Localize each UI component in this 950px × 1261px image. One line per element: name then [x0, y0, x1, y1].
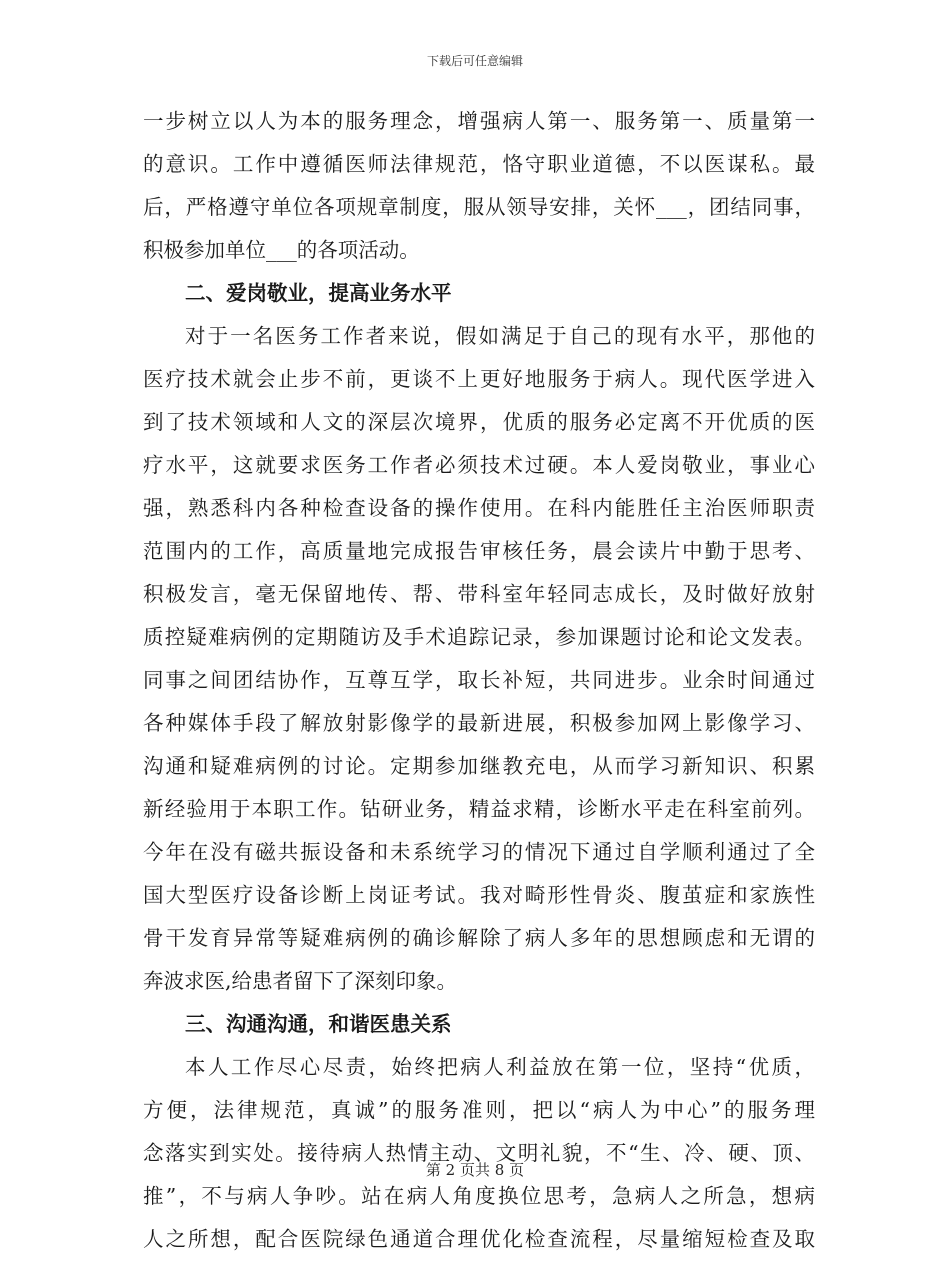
body-text-line: 范围内的工作，高质量地完成报告审核任务，晨会读片中勤于思考、 — [143, 539, 815, 563]
body-text-line: 医疗技术就会止步不前，更谈不上更好地服务于病人。现代医学进入 — [143, 367, 815, 391]
body-text-line: 本人工作尽心尽责，始终把病人利益放在第一位，坚持“优质， — [185, 1055, 815, 1079]
page-footer: 第 2 页共 8 页 — [425, 1161, 525, 1179]
body-text-line: 后，严格遵守单位各项规章制度，服从领导安排，关怀___，团结同事， — [143, 195, 815, 219]
section-heading: 二、爱岗敬业，提高业务水平 — [185, 281, 452, 305]
body-text-line: 同事之间团结协作，互尊互学，取长补短，共同进步。业余时间通过 — [143, 668, 815, 692]
body-text-line: 到了技术领域和人文的深层次境界，优质的服务必定离不开优质的医 — [143, 410, 815, 434]
body-text-line: 奔波求医,给患者留下了深刻印象。 — [143, 969, 458, 993]
document-body — [143, 100, 815, 1261]
body-text-line: 骨干发育异常等疑难病例的确诊解除了病人多年的思想顾虑和无谓的 — [143, 926, 815, 950]
body-text-line: 推”，不与病人争吵。站在病人角度换位思考，急病人之所急，想病 — [143, 1184, 815, 1208]
body-text-line: 新经验用于本职工作。钻研业务，精益求精，诊断水平走在科室前列。 — [143, 797, 815, 821]
body-text-line: 今年在没有磁共振设备和未系统学习的情况下通过自学顺利通过了全 — [143, 840, 815, 864]
section-heading: 三、沟通沟通，和谐医患关系 — [185, 1012, 452, 1036]
body-text-line: 积极参加单位___的各项活动。 — [143, 238, 420, 262]
body-text-line: 人之所想，配合医院绿色通道合理优化检查流程，尽量缩短检查及取 — [143, 1227, 815, 1251]
body-text-line: 一步树立以人为本的服务理念，增强病人第一、服务第一、质量第一 — [143, 109, 815, 133]
body-text-line: 沟通和疑难病例的讨论。定期参加继教充电，从而学习新知识、积累 — [143, 754, 815, 778]
body-text-line: 各种媒体手段了解放射影像学的最新进展，积极参加网上影像学习、 — [143, 711, 815, 735]
body-text-line: 疗水平，这就要求医务工作者必须技术过硬。本人爱岗敬业，事业心 — [143, 453, 815, 477]
body-text-line: 方便，法律规范，真诚”的服务准则，把以“病人为中心”的服务理 — [143, 1098, 815, 1122]
body-text-line: 积极发言，毫无保留地传、帮、带科室年轻同志成长，及时做好放射 — [143, 582, 815, 606]
body-text-line: 的意识。工作中遵循医师法律规范，恪守职业道德，不以医谋私。最 — [143, 152, 815, 176]
body-text-line: 对于一名医务工作者来说，假如满足于自己的现有水平，那他的 — [185, 324, 815, 348]
body-text-line: 强，熟悉科内各种检查设备的操作使用。在科内能胜任主治医师职责 — [143, 496, 815, 520]
body-text-line: 念落实到实处。接待病人热情主动、文明礼貌，不“生、冷、硬、顶、 — [143, 1141, 815, 1165]
body-text-line: 国大型医疗设备诊断上岗证考试。我对畸形性骨炎、腹茧症和家族性 — [143, 883, 815, 907]
page-header: 下载后可任意编辑 — [426, 54, 523, 68]
body-text-line: 质控疑难病例的定期随访及手术追踪记录，参加课题讨论和论文发表。 — [143, 625, 815, 649]
